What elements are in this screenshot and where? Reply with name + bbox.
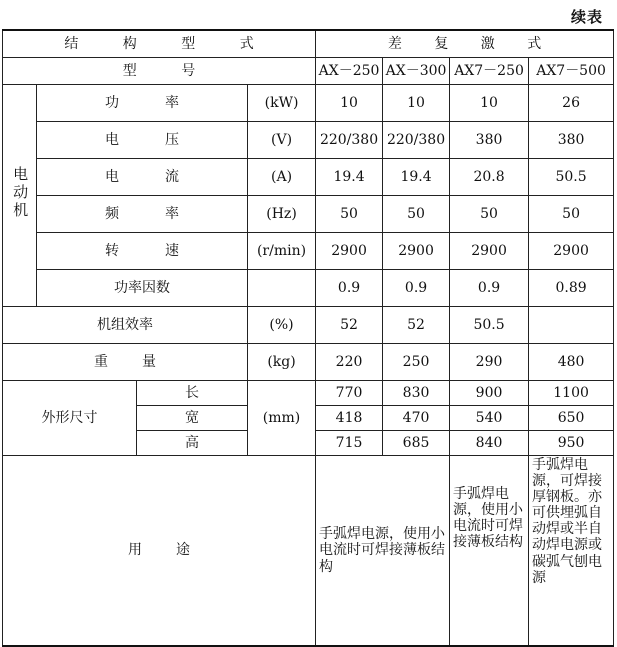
current-unit: (A) — [248, 159, 316, 196]
structure-type-label: 结 构 型 式 — [3, 30, 316, 58]
length-value: 830 — [383, 381, 450, 406]
voltage-unit: (V) — [248, 122, 316, 159]
frequency-value: 50 — [529, 196, 614, 233]
speed-value: 2900 — [450, 233, 529, 270]
efficiency-unit: (%) — [248, 307, 316, 344]
current-label: 电流 — [37, 159, 248, 196]
power-factor-value: 0.9 — [316, 270, 383, 307]
speed-value: 2900 — [529, 233, 614, 270]
power-value: 10 — [450, 85, 529, 122]
power-factor-unit — [248, 270, 316, 307]
power-value: 26 — [529, 85, 614, 122]
weight-value: 480 — [529, 344, 614, 381]
spec-table — [2, 29, 614, 647]
speed-value: 2900 — [316, 233, 383, 270]
frequency-value: 50 — [383, 196, 450, 233]
efficiency-label: 机组效率 — [3, 307, 248, 344]
length-row — [3, 381, 614, 406]
weight-row — [3, 344, 614, 381]
dimensions-unit: (mm) — [248, 381, 316, 456]
efficiency-value: 52 — [383, 307, 450, 344]
power-row — [3, 85, 614, 122]
efficiency-row — [3, 307, 614, 344]
power-unit: (kW) — [248, 85, 316, 122]
height-value: 950 — [529, 431, 614, 456]
length-value: 900 — [450, 381, 529, 406]
power-value: 10 — [316, 85, 383, 122]
weight-value: 220 — [316, 344, 383, 381]
model-ax250: AX－250 — [316, 58, 383, 85]
motor-group-cell — [3, 85, 37, 307]
efficiency-value — [529, 307, 614, 344]
weight-value: 250 — [383, 344, 450, 381]
power-factor-value: 0.9 — [450, 270, 529, 307]
model-row — [3, 58, 614, 85]
height-value: 715 — [316, 431, 383, 456]
width-value: 470 — [383, 406, 450, 431]
speed-value: 2900 — [383, 233, 450, 270]
frequency-label: 频率 — [37, 196, 248, 233]
height-value: 840 — [450, 431, 529, 456]
current-value: 19.4 — [316, 159, 383, 196]
voltage-value: 380 — [450, 122, 529, 159]
usage-ax250-ax300: 手弧焊电源，使用小电流时可焊接薄板结构 — [316, 456, 450, 647]
weight-unit: (kg) — [248, 344, 316, 381]
speed-label: 转速 — [37, 233, 248, 270]
weight-label: 重量 — [3, 344, 248, 381]
usage-label: 用途 — [3, 456, 316, 647]
header-row — [3, 30, 614, 58]
model-ax300: AX－300 — [383, 58, 450, 85]
height-label: 高 — [137, 431, 248, 456]
continued-label: 续表 — [570, 8, 603, 26]
length-value: 770 — [316, 381, 383, 406]
width-label: 宽 — [137, 406, 248, 431]
current-value: 19.4 — [383, 159, 450, 196]
dimensions-label: 外形尺寸 — [3, 381, 137, 456]
voltage-row — [3, 122, 614, 159]
frequency-value: 50 — [316, 196, 383, 233]
usage-ax7-250: 手弧焊电源，使用小电流时可焊接薄板结构 — [450, 456, 529, 647]
usage-ax7-500: 手弧焊电源，可焊接厚钢板。亦可供埋弧自动焊或半自动焊电源或碳弧气刨电源 — [529, 456, 614, 647]
voltage-value: 220/380 — [383, 122, 450, 159]
frequency-unit: (Hz) — [248, 196, 316, 233]
power-factor-row — [3, 270, 614, 307]
power-label: 功率 — [37, 85, 248, 122]
height-value: 685 — [383, 431, 450, 456]
width-value: 418 — [316, 406, 383, 431]
current-row — [3, 159, 614, 196]
diff-compound-label: 差 复 激 式 — [316, 30, 614, 58]
power-factor-value: 0.9 — [383, 270, 450, 307]
usage-row — [3, 456, 614, 647]
power-value: 10 — [383, 85, 450, 122]
frequency-row — [3, 196, 614, 233]
voltage-value: 380 — [529, 122, 614, 159]
speed-row — [3, 233, 614, 270]
model-label: 型 号 — [3, 58, 316, 85]
motor-group-label: 电动机 — [11, 166, 30, 221]
width-value: 540 — [450, 406, 529, 431]
width-value: 650 — [529, 406, 614, 431]
current-value: 20.8 — [450, 159, 529, 196]
efficiency-value: 52 — [316, 307, 383, 344]
model-ax7-250: AX7－250 — [450, 58, 529, 85]
power-factor-label: 功率因数 — [37, 270, 248, 307]
speed-unit: (r/min) — [248, 233, 316, 270]
length-value: 1100 — [529, 381, 614, 406]
length-label: 长 — [137, 381, 248, 406]
weight-value: 290 — [450, 344, 529, 381]
model-ax7-500: AX7－500 — [529, 58, 614, 85]
power-factor-value: 0.89 — [529, 270, 614, 307]
efficiency-value: 50.5 — [450, 307, 529, 344]
frequency-value: 50 — [450, 196, 529, 233]
voltage-value: 220/380 — [316, 122, 383, 159]
current-value: 50.5 — [529, 159, 614, 196]
voltage-label: 电压 — [37, 122, 248, 159]
